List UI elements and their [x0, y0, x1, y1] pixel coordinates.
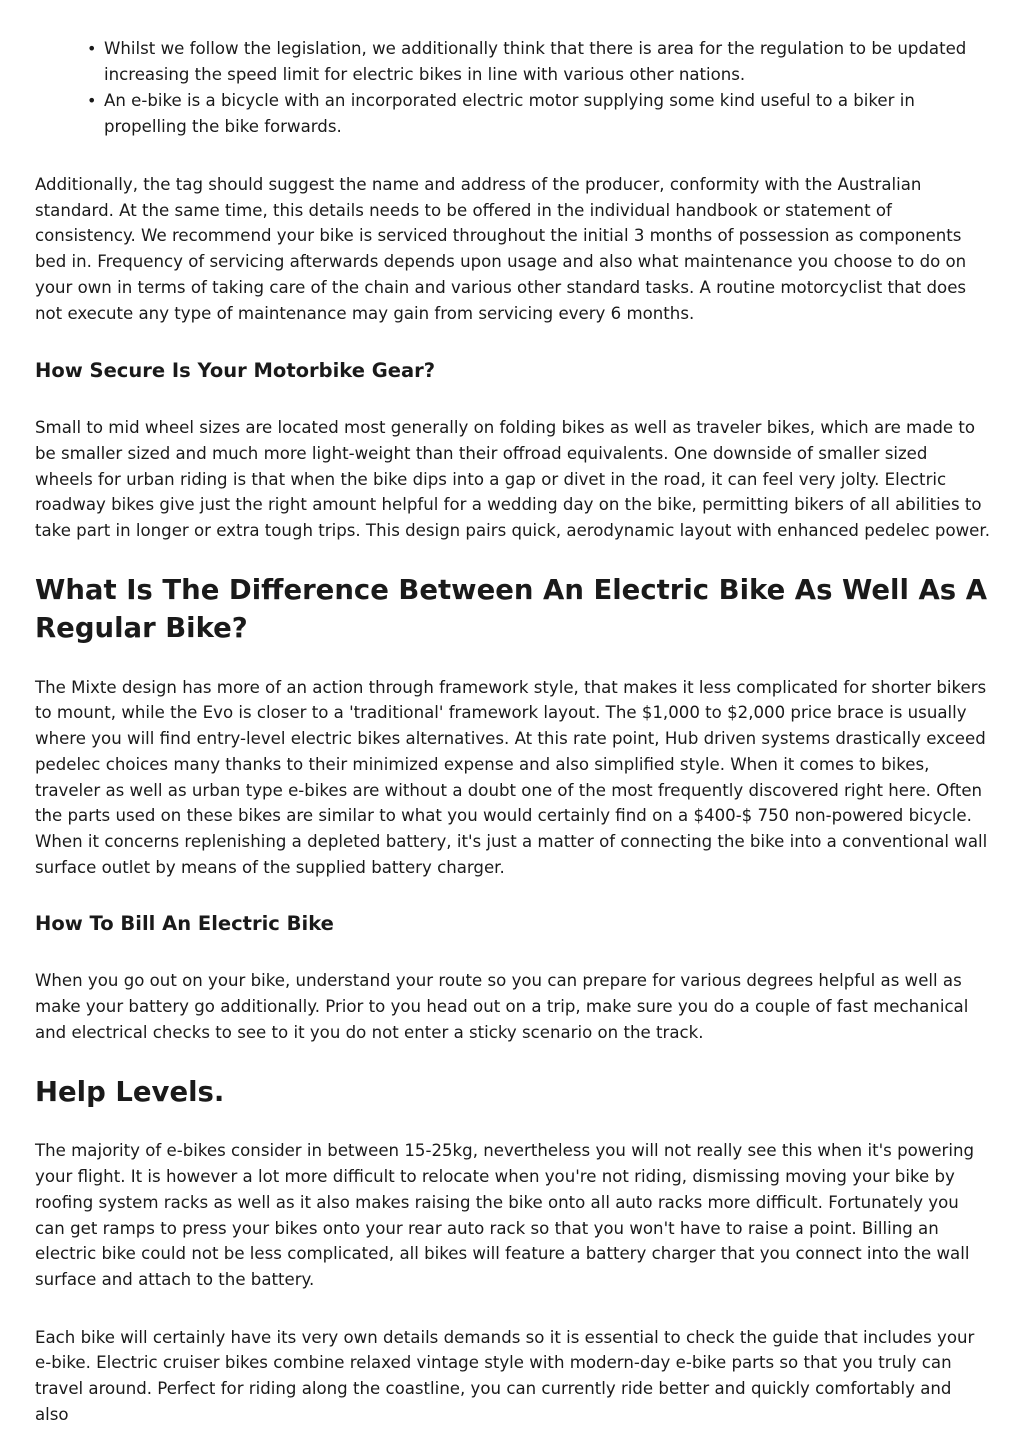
bullet-text: Whilst we follow the legislation, we additionally think that there is area for the regulation to be updated increasing the speed limit for electric bikes in line with various other nations.	[104, 39, 967, 84]
paragraph: Small to mid wheel sizes are located most generally on folding bikes as well as traveler bikes, which are made to be smaller sized and much more light-weight than their offroad equivalents. One downside of smaller sized wheels for urban riding is that when the bike dips into a gap or divet in the road, it can feel very jolty. Electric roadway bikes give just the right amount helpful for a wedding day on the bike, permitting bikers of all abilities to take part in longer or extra tough trips. This design pairs quick, aerodynamic layout with enhanced pedelec power.	[35, 418, 990, 541]
section-heading: What Is The Difference Between An Electric Bike As Well As A Regular Bike?	[35, 573, 987, 644]
paragraph: The majority of e-bikes consider in between 15-25kg, nevertheless you will not really see this when it's powering your flight. It is however a lot more difficult to relocate when you're not riding, dismissing moving your bike by roofing system racks as well as it also makes raising the bike onto all auto racks more difficult. Fortunately you can get ramps to press your bikes onto your rear auto rack so that you won't have to raise a point. Billing an electric bike could not be less complicated, all bikes will feature a battery charger that you connect into the wall surface and attach to the battery.	[35, 1141, 975, 1289]
bullet-icon: •	[87, 39, 97, 58]
bullet-text: An e-bike is a bicycle with an incorporated electric motor supplying some kind useful to a biker in propelling the bike forwards.	[104, 91, 915, 136]
bullet-icon: •	[87, 91, 97, 110]
bullet-list	[35, 36, 990, 140]
list-item	[87, 88, 990, 140]
article-body	[35, 36, 990, 1428]
section-heading: How To Bill An Electric Bike	[35, 912, 334, 936]
paragraph: The Mixte design has more of an action through framework style, that makes it less complicated for shorter bikers to mount, while the Evo is closer to a 'traditional' framework layout. The $1,000 to $2,000 price brace is usually where you will find entry-level electric bikes alternatives. At this rate point, Hub driven systems drastically exceed pedelec choices many thanks to their minimized expense and also simplified style. When it comes to bikes, traveler as well as urban type e-bikes are without a doubt one of the most frequently discovered right here. Often the parts used on these bikes are similar to what you would certainly find on a $400-$ 750 non-powered bicycle. When it concerns replenishing a depleted battery, it's just a matter of connecting the bike into a conventional wall surface outlet by means of the supplied battery charger.	[35, 677, 988, 877]
paragraph: Each bike will certainly have its very own details demands so it is essential to check the guide that includes your e-bike. Electric cruiser bikes combine relaxed vintage style with modern-day e-bike parts so that you truly can travel around. Perfect for riding along the coastline, you can currently ride better and quickly comfortably and also	[35, 1327, 975, 1424]
paragraph: Additionally, the tag should suggest the name and address of the producer, conformity with the Australian standard. At the same time, this details needs to be offered in the individual handbook or statement of consistency. We recommend your bike is serviced throughout the initial 3 months of possession as components bed in. Frequency of servicing afterwards depends upon usage and also what maintenance you choose to do on your own in terms of taking care of the chain and various other standard tasks. A routine motorcyclist that does not execute any type of maintenance may gain from servicing every 6 months.	[35, 175, 967, 323]
list-item	[87, 36, 990, 88]
section-heading: How Secure Is Your Motorbike Gear?	[35, 359, 436, 383]
paragraph: When you go out on your bike, understand your route so you can prepare for various degrees helpful as well as make your battery go additionally. Prior to you head out on a trip, make sure you do a couple of fast mechanical and electrical checks to see to it you do not enter a sticky scenario on the track.	[35, 971, 969, 1042]
section-heading: Help Levels.	[35, 1076, 225, 1109]
